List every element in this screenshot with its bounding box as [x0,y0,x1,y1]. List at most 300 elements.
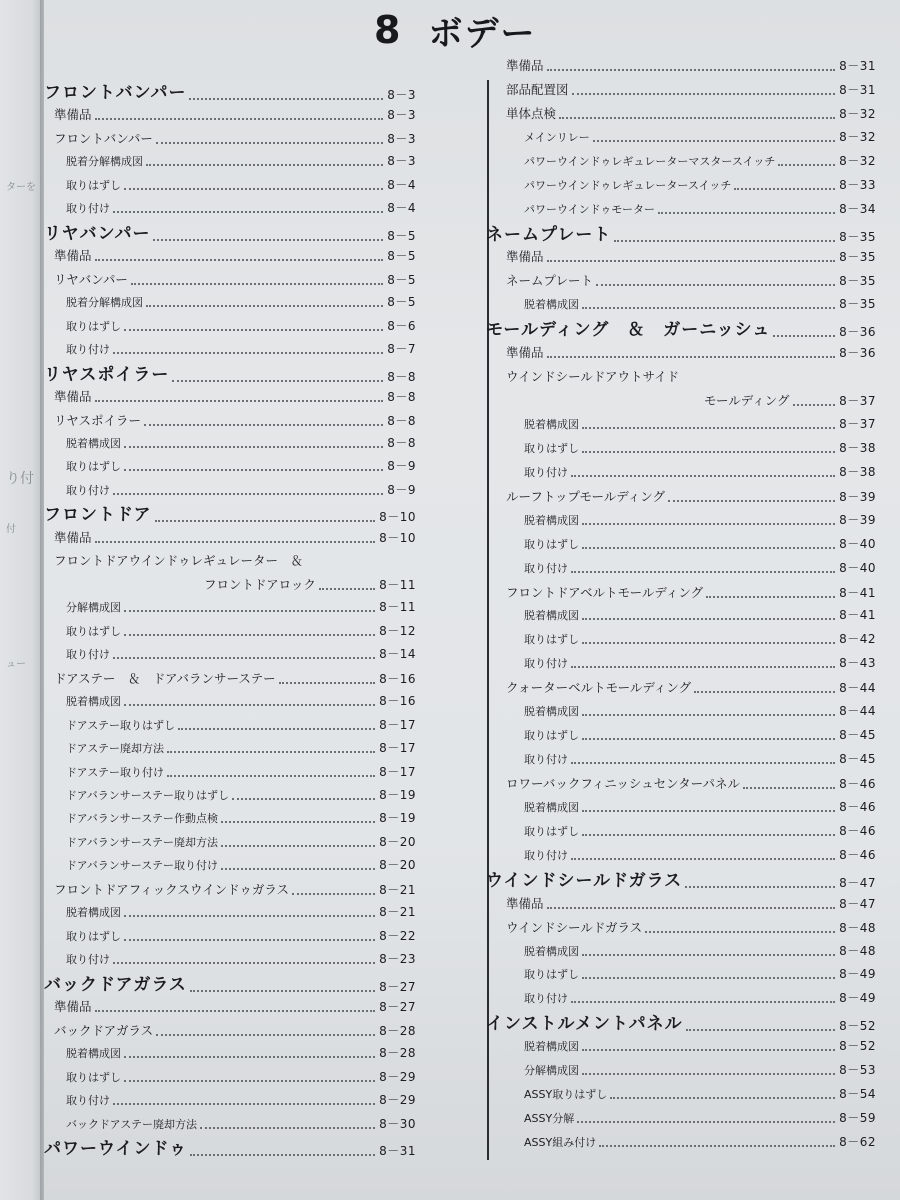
dot-leader [599,1145,835,1147]
dot-leader [773,335,835,337]
toc-entry-label: 準備品 [506,345,544,361]
toc-page-ref: 8－11 [379,577,416,592]
toc-page-ref: 8－52 [839,1019,876,1034]
toc-page-ref: 8－14 [379,647,416,662]
toc-page-ref: 8－36 [839,325,876,340]
toc-entry[interactable] [506,367,876,385]
toc-page-ref: 8－35 [839,250,876,265]
dot-leader [113,657,375,659]
toc-page-ref: 8－3 [387,88,416,102]
toc-entry-label: 単体点検 [506,105,557,121]
toc-entry-label: リヤスポイラー [54,412,142,428]
dot-leader [113,1103,375,1105]
toc-page-ref: 8－17 [379,717,416,732]
facing-page-fragment: 付 [6,524,16,535]
dot-leader [734,188,835,190]
toc-entry[interactable] [486,220,876,245]
toc-page-ref: 8－35 [839,229,876,244]
dot-leader [221,821,375,823]
toc-entry-label: 取り付け [524,753,568,767]
dot-leader [658,212,835,214]
toc-entry[interactable] [54,1021,416,1039]
toc-entry-label: 脱着構成図 [66,695,121,709]
toc-entry-label: 取り付け [66,483,110,497]
dot-leader [685,886,835,888]
toc-page-ref: 8－41 [839,608,876,623]
toc-entry[interactable] [486,1009,876,1034]
toc-page-ref: 8－62 [839,1135,876,1149]
toc-page-ref: 8－27 [379,1000,416,1015]
toc-entry[interactable] [506,774,876,792]
chapter-title: ボデー [428,13,537,54]
dot-leader [582,810,835,812]
toc-page-ref: 8－11 [379,600,416,615]
toc-entry[interactable] [66,293,416,310]
toc-entry[interactable] [506,247,876,265]
toc-entry[interactable] [66,1044,416,1061]
toc-entry[interactable] [204,575,416,593]
toc-entry-label: 取り付け [66,1094,110,1108]
dot-leader [113,962,375,964]
toc-entry[interactable] [66,176,416,193]
toc-entry[interactable] [506,80,876,98]
dot-leader [124,915,375,917]
toc-entry[interactable] [54,387,416,405]
toc-page-ref: 8－42 [839,632,876,647]
toc-entry-label: バックドアガラス [44,974,187,995]
toc-entry[interactable] [524,200,876,217]
toc-page-ref: 8－34 [839,201,876,216]
toc-page-ref: 8－5 [387,295,416,310]
toc-entry-label: メインリレー [524,130,590,144]
dot-leader [571,762,835,764]
toc-entry-label: 取り付け [66,202,110,216]
toc-page-ref: 8－9 [387,482,416,497]
dot-leader [571,666,835,668]
toc-entry[interactable] [524,654,876,671]
toc-page-ref: 8－46 [839,777,876,791]
toc-page-ref: 8－8 [387,436,416,450]
toc-page-ref: 8－23 [379,952,416,967]
toc-entry[interactable] [54,528,416,546]
toc-entry-label: 脱着構成図 [524,418,579,431]
dot-leader [571,858,835,860]
dot-leader [200,1127,375,1129]
toc-entry[interactable] [66,763,416,780]
dot-leader [694,691,835,693]
toc-entry[interactable] [486,315,876,340]
dot-leader [547,356,836,358]
toc-entry-label: リヤバンパー [44,223,151,244]
toc-entry[interactable] [66,1115,416,1132]
toc-entry[interactable] [66,786,416,803]
dot-leader [124,446,383,448]
dot-leader [167,751,375,753]
toc-page-ref: 8－35 [839,297,876,312]
toc-entry-label: 取り付け [524,465,568,479]
toc-entry[interactable] [66,199,416,216]
dot-leader [95,1010,376,1012]
toc-entry[interactable] [66,1091,416,1108]
dot-leader [582,547,835,549]
toc-entry-label: 準備品 [506,895,544,911]
toc-page-ref: 8－4 [387,201,416,216]
toc-entry-label: ASSY組み付け [524,1136,597,1149]
toc-entry-label: 取りはずし [524,729,579,743]
toc-entry-label: 準備品 [54,389,92,405]
toc-entry[interactable] [506,487,876,505]
toc-entry[interactable] [524,846,876,863]
toc-page-ref: 8－47 [839,896,876,911]
toc-entry[interactable] [66,927,416,944]
toc-page-ref: 8－32 [839,129,876,144]
toc-entry-label: 取りはずし [524,441,579,455]
toc-entry-label: バックドアガラス [54,1022,154,1038]
toc-entry[interactable] [524,750,876,767]
toc-page-ref: 8－38 [839,464,876,479]
toc-entry-label: ネームプレート [506,273,594,289]
dot-leader [582,642,835,644]
dot-leader [95,259,384,261]
toc-entry-label: フロントバンパー [44,83,187,103]
toc-entry-label: 脱着構成図 [524,800,579,814]
dot-leader [582,618,835,620]
toc-entry-label: 取りはずし [66,1070,121,1084]
toc-entry[interactable] [524,1037,876,1054]
toc-entry-label: パワーウインドゥ [44,1139,188,1159]
toc-entry[interactable] [524,511,876,528]
toc-page-ref: 8－46 [839,799,876,814]
toc-entry[interactable] [66,340,416,357]
toc-entry-label: 準備品 [54,529,92,545]
toc-entry[interactable] [66,645,416,662]
toc-entry[interactable] [524,415,876,432]
toc-page-ref: 8－37 [839,394,876,409]
toc-entry[interactable] [506,894,876,912]
toc-page-ref: 8－31 [379,1144,416,1158]
toc-entry[interactable] [66,481,416,498]
toc-entry[interactable] [44,500,416,525]
dot-leader [131,283,383,285]
toc-entry-label: ネームプレート [486,224,612,245]
dot-leader [124,329,383,331]
dot-leader [593,140,835,142]
toc-entry-label: 準備品 [54,248,92,264]
dot-leader [113,352,383,354]
toc-entry[interactable] [66,809,416,826]
toc-entry-label: 脱着構成図 [66,437,121,450]
dot-leader [571,1001,835,1003]
toc-entry[interactable] [524,176,876,193]
toc-entry-label: 取り付け [66,953,110,967]
toc-page-ref: 8－39 [839,489,876,504]
toc-entry-label: 分解構成図 [524,1064,579,1078]
dot-leader [571,475,835,477]
toc-entry-label: ウインドシールドガラス [506,919,643,935]
toc-entry[interactable] [54,411,416,429]
toc-entry[interactable] [66,598,416,615]
toc-page-ref: 8－5 [387,272,416,287]
toc-page-ref: 8－17 [379,764,416,779]
dot-leader [582,954,835,956]
toc-entry-label: 部品配置図 [506,81,569,97]
toc-page-ref: 8－40 [839,536,876,551]
toc-entry-label: フロントバンパー [54,130,153,146]
facing-page-fragment: ターを [6,182,36,193]
dot-leader [172,380,383,382]
toc-entry[interactable] [66,716,416,733]
toc-entry[interactable] [524,726,876,743]
toc-entry[interactable] [66,622,416,639]
toc-entry[interactable] [54,880,416,898]
toc-entry[interactable] [66,903,416,920]
toc-page-ref: 8－49 [839,991,876,1006]
toc-entry-label: 準備品 [506,249,544,265]
toc-entry[interactable] [506,918,876,936]
dot-leader [778,164,835,166]
toc-page-ref: 8－16 [379,671,416,686]
chapter-number: 8 [374,8,401,52]
dot-leader [582,738,835,740]
toc-page-ref: 8－33 [839,177,876,192]
toc-page-ref: 8－44 [839,681,876,696]
toc-page-ref: 8－3 [387,108,416,123]
toc-entry-label: フロントドアロック [204,576,316,592]
toc-entry[interactable] [54,669,416,687]
toc-page-ref: 8－48 [839,943,876,958]
toc-entry[interactable] [66,457,416,474]
dot-leader [582,427,835,429]
toc-page-ref: 8－44 [839,704,876,719]
toc-entry-label: ドアステー取り付け [66,765,165,779]
toc-entry-label: フロントドアベルトモールディング [506,584,704,600]
toc-entry[interactable] [66,317,416,334]
dot-leader [221,868,375,870]
toc-entry[interactable] [524,1061,876,1078]
dot-leader [582,523,835,525]
toc-entry-label: ドアバランサーステー取り付け [66,859,219,873]
toc-entry[interactable] [44,970,416,995]
toc-entry[interactable] [66,739,416,756]
toc-entry-label: 脱着構成図 [66,906,121,920]
toc-page-ref: 8－43 [839,656,876,671]
toc-entry-label: ルーフトップモールディング [506,488,666,504]
toc-entry[interactable] [506,56,876,74]
toc-entry[interactable] [486,866,876,891]
dot-leader [743,787,835,789]
toc-entry[interactable] [506,104,876,122]
toc-entry-label: 取りはずし [524,968,579,982]
toc-entry[interactable] [66,950,416,967]
toc-page-ref: 8－47 [839,875,876,890]
toc-entry-label: 取りはずし [66,319,121,333]
toc-entry[interactable] [524,1109,876,1126]
toc-entry[interactable] [524,702,876,719]
toc-page-ref: 8－37 [839,417,876,431]
dot-leader [577,1121,835,1123]
toc-page-ref: 8－39 [839,512,876,527]
dot-leader [793,404,836,406]
dot-leader [190,1154,375,1156]
chapter-heading [374,6,536,54]
toc-page-ref: 8－30 [379,1116,416,1131]
dot-leader [146,164,383,166]
toc-entry-label: 取り付け [524,848,568,862]
toc-entry-label: 取りはずし [524,633,579,647]
toc-entry[interactable] [704,391,876,409]
dot-leader [95,400,384,402]
toc-entry-label: パワーウインドゥレギュレータースイッチ [524,178,732,192]
toc-entry[interactable] [66,434,416,451]
dot-leader [582,307,835,309]
toc-page-ref: 8－40 [839,560,876,575]
toc-entry-label: クォーターベルトモールディング [506,680,692,696]
toc-page-ref: 8－3 [387,154,416,169]
toc-page-ref: 8－21 [379,882,416,897]
dot-leader [124,188,383,190]
toc-entry-label: パワーウインドゥモーター [524,202,655,216]
toc-page-ref: 8－36 [839,346,876,361]
toc-entry-label: フロントドアウインドゥレギュレーター ＆ [54,553,303,569]
toc-entry[interactable] [54,105,416,123]
toc-page-ref: 8－20 [379,834,416,849]
dot-leader [178,728,375,730]
toc-page-ref: 8－41 [839,585,876,600]
toc-entry-label: 準備品 [54,999,92,1015]
toc-entry-label: モールディング ＆ ガーニッシュ [486,320,771,341]
toc-page-ref: 8－21 [379,905,416,920]
dot-leader [582,834,835,836]
toc-entry[interactable] [506,583,876,601]
toc-entry-label: インストルメントパネル [486,1014,683,1035]
toc-entry-label: ロワーバックフィニッシュセンターパネル [506,776,741,791]
toc-page-ref: 8－3 [387,131,416,146]
toc-entry[interactable] [66,1068,416,1085]
toc-entry-label: 脱着構成図 [66,1047,121,1061]
toc-entry[interactable] [54,997,416,1015]
toc-entry[interactable] [66,833,416,850]
toc-page-ref: 8－48 [839,920,876,935]
toc-entry-label: 準備品 [506,58,544,73]
dot-leader [547,907,836,909]
toc-entry[interactable] [54,551,416,569]
toc-entry-label: フロントドアフィックスウインドゥガラス [54,881,289,897]
toc-entry[interactable] [524,295,876,312]
dot-leader [572,93,836,95]
toc-entry-label: ドアバランサーステー取りはずし [66,789,230,802]
dot-leader [686,1029,835,1031]
toc-entry[interactable] [506,678,876,696]
toc-entry-label: 分解構成図 [66,601,121,615]
toc-page-ref: 8－19 [379,788,416,802]
toc-entry[interactable] [524,535,876,552]
toc-entry-label: ドアステー取りはずし [66,718,176,732]
toc-entry[interactable] [524,822,876,839]
toc-entry[interactable] [524,606,876,623]
toc-page-ref: 8－12 [379,623,416,638]
toc-entry-label: 取り付け [66,343,110,357]
toc-entry-label: 脱着構成図 [524,705,579,719]
toc-page-ref: 8－29 [379,1093,416,1108]
toc-entry[interactable] [524,630,876,647]
dot-leader [547,260,836,262]
toc-entry[interactable] [524,1133,876,1150]
toc-entry[interactable] [54,270,416,288]
toc-entry[interactable] [524,1085,876,1102]
toc-page-ref: 8－8 [387,390,416,405]
toc-entry-label: ドアステー ＆ ドアバランサーステー [54,670,276,686]
toc-entry-label: モールディング [704,393,790,409]
toc-page-ref: 8－45 [839,728,876,743]
toc-entry[interactable] [44,1134,416,1159]
toc-page-ref: 8－49 [839,967,876,982]
toc-entry-label: ウインドシールドアウトサイド [506,369,680,385]
dot-leader [124,610,375,612]
dot-leader [146,305,383,307]
dot-leader [113,493,383,495]
toc-entry[interactable] [506,343,876,361]
dot-leader [582,1049,835,1051]
dot-leader [189,98,383,100]
toc-page-ref: 8－10 [379,510,416,525]
toc-page-ref: 8－54 [839,1087,876,1102]
toc-entry[interactable] [44,360,416,385]
toc-entry[interactable] [524,965,876,982]
toc-page-ref: 8－22 [379,928,416,943]
toc-entry[interactable] [44,78,416,103]
toc-entry-label: 取りはずし [66,460,121,474]
toc-entry[interactable] [506,271,876,289]
toc-page-ref: 8－5 [387,228,416,243]
toc-entry[interactable] [66,692,416,709]
toc-entry[interactable] [524,128,876,145]
toc-entry-label: 取りはずし [66,624,121,638]
toc-entry[interactable] [524,152,876,169]
toc-page-ref: 8－8 [387,369,416,384]
toc-entry[interactable] [524,463,876,480]
toc-entry[interactable] [524,942,876,959]
dot-leader [319,588,375,590]
toc-page-ref: 8－17 [379,741,416,756]
toc-page-ref: 8－46 [839,823,876,838]
toc-entry[interactable] [524,439,876,456]
toc-entry-label: ASSY分解 [524,1112,575,1126]
dot-leader [167,775,375,777]
toc-entry[interactable] [524,989,876,1006]
toc-entry-label: ドアステー廃却方法 [66,742,165,756]
dot-leader [153,239,383,241]
toc-entry-label: 取りはずし [66,178,121,192]
toc-page-ref: 8－27 [379,979,416,994]
toc-entry-label: リヤバンパー [54,271,128,287]
toc-page-ref: 8－10 [379,530,416,545]
toc-entry-label: 取り付け [524,992,568,1006]
toc-entry[interactable] [66,856,416,873]
toc-entry[interactable] [44,219,416,244]
toc-page-ref: 8－35 [839,274,876,289]
toc-entry[interactable] [54,246,416,264]
toc-page-ref: 8－28 [379,1023,416,1038]
toc-entry-label: 脱着構成図 [524,1040,579,1054]
toc-entry[interactable] [524,798,876,815]
toc-entry[interactable] [54,129,416,147]
toc-entry-label: 取りはずし [524,824,579,838]
toc-entry[interactable] [66,152,416,169]
dot-leader [547,69,836,71]
toc-page-ref: 8－8 [387,413,416,428]
dot-leader [156,1034,375,1036]
toc-entry[interactable] [524,559,876,576]
